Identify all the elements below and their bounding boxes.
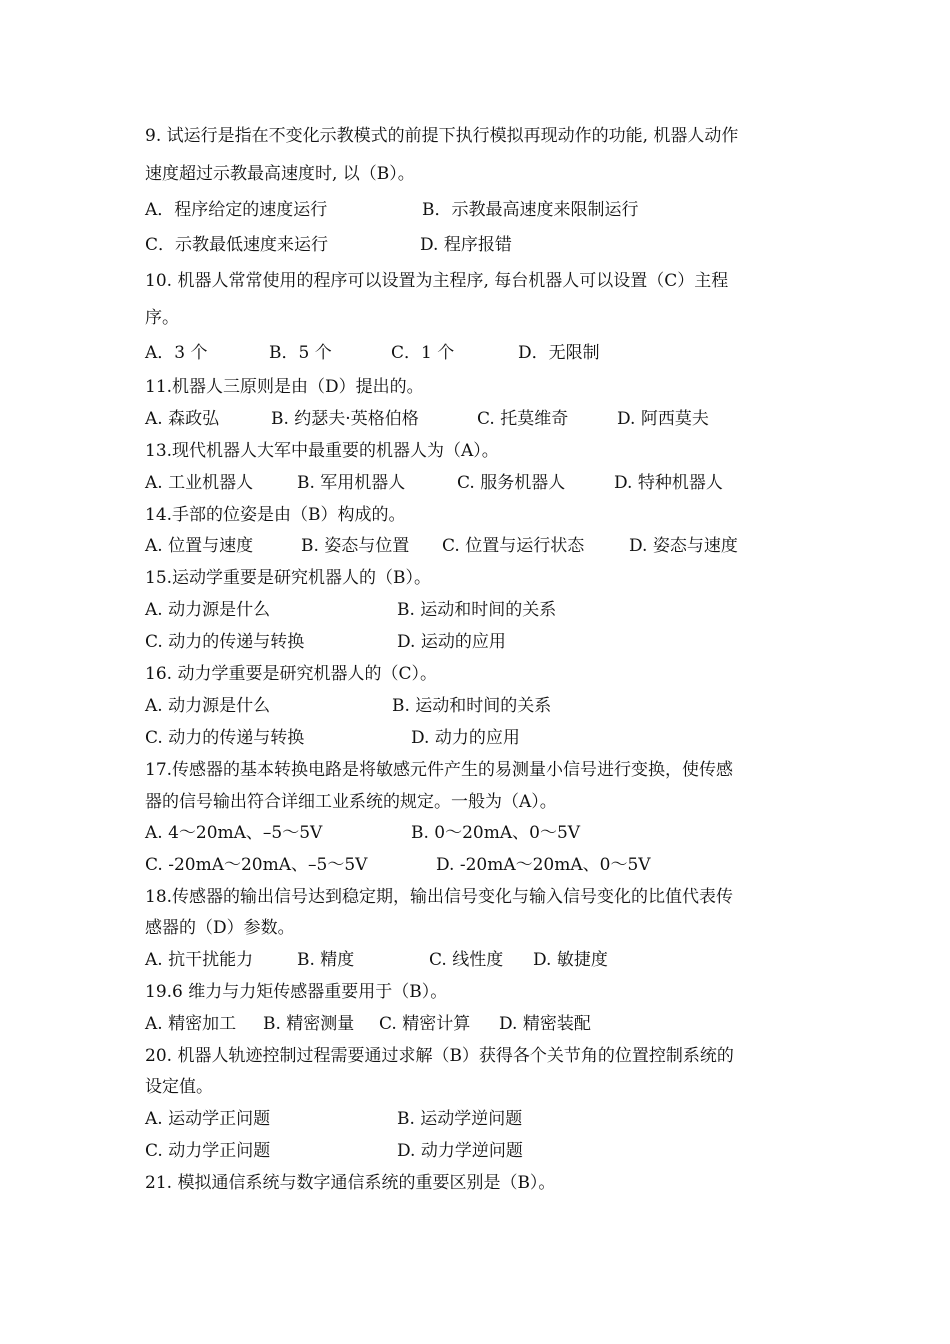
question-line: 11.机器人三原则是由（D）提出的。 xyxy=(145,377,424,397)
question-line: 21. 模拟通信系统与数字通信系统的重要区别是（B）。 xyxy=(145,1173,556,1193)
option: D．无限制 xyxy=(518,343,600,363)
option: A．程序给定的速度运行 xyxy=(145,200,328,220)
option: A. 位置与速度 xyxy=(145,536,254,556)
question-line: 速度超过示教最高速度时, 以（B）。 xyxy=(145,164,415,184)
option: D. 动力学逆问题 xyxy=(397,1141,523,1161)
option: A. 森政弘 xyxy=(145,409,220,429)
option: C. 服务机器人 xyxy=(457,473,566,493)
option: B. 运动和时间的关系 xyxy=(397,600,557,620)
option: B. 精度 xyxy=(297,950,355,970)
question-line: 13.现代机器人大军中最重要的机器人为（A）。 xyxy=(145,441,499,461)
option: A. 动力源是什么 xyxy=(145,696,271,716)
option: D. -20mA～20mA、0～5V xyxy=(436,855,651,875)
option: C. -20mA～20mA、–5～5V xyxy=(145,855,368,875)
question-line: 17.传感器的基本转换电路是将敏感元件产生的易测量小信号进行变换，使传感 xyxy=(145,760,734,780)
option: C. 线性度 xyxy=(429,950,504,970)
question-line: 9. 试运行是指在不变化示教模式的前提下执行模拟再现动作的功能, 机器人动作 xyxy=(145,126,739,146)
question-line: 10. 机器人常常使用的程序可以设置为主程序, 每台机器人可以设置（C）主程 xyxy=(145,271,729,291)
option: B. 精密测量 xyxy=(263,1014,355,1034)
option: A．3 个 xyxy=(145,343,208,363)
option: B. 运动学逆问题 xyxy=(397,1109,523,1129)
option: B. 0～20mA、0～5V xyxy=(411,823,581,843)
option: C. 位置与运行状态 xyxy=(442,536,585,556)
option: C．示教最低速度来运行 xyxy=(145,235,329,255)
option: A. 动力源是什么 xyxy=(145,600,271,620)
option: B. 姿态与位置 xyxy=(301,536,410,556)
option: C. 精密计算 xyxy=(379,1014,471,1034)
option: A. 4～20mA、–5～5V xyxy=(145,823,323,843)
question-line: 19.6 维力与力矩传感器重要用于（B）。 xyxy=(145,982,448,1002)
question-line: 18.传感器的输出信号达到稳定期，输出信号变化与输入信号变化的比值代表传 xyxy=(145,887,734,907)
option: D. 阿西莫夫 xyxy=(617,409,709,429)
question-line: 器的信号输出符合详细工业系统的规定。一般为（A）。 xyxy=(145,792,557,812)
option: A. 抗干扰能力 xyxy=(145,950,254,970)
question-line: 14.手部的位姿是由（B）构成的。 xyxy=(145,505,406,525)
option: C．1 个 xyxy=(391,343,455,363)
option: D. 程序报错 xyxy=(420,235,512,255)
option: A. 精密加工 xyxy=(145,1014,237,1034)
option: D. 运动的应用 xyxy=(397,632,506,652)
option: B. 约瑟夫·英格伯格 xyxy=(271,409,419,429)
question-line: 序。 xyxy=(145,308,179,328)
option: D. 特种机器人 xyxy=(614,473,723,493)
option: C. 动力学正问题 xyxy=(145,1141,271,1161)
option: D. 姿态与速度 xyxy=(629,536,738,556)
option: B．5 个 xyxy=(269,343,332,363)
option: A. 工业机器人 xyxy=(145,473,254,493)
option: D. 动力的应用 xyxy=(411,728,520,748)
option: C. 托莫维奇 xyxy=(477,409,569,429)
option: B. 军用机器人 xyxy=(297,473,406,493)
question-line: 15.运动学重要是研究机器人的（B）。 xyxy=(145,568,432,588)
question-line: 设定值。 xyxy=(145,1077,213,1097)
option: D. 精密装配 xyxy=(499,1014,591,1034)
question-line: 20. 机器人轨迹控制过程需要通过求解（B）获得各个关节角的位置控制系统的 xyxy=(145,1046,734,1066)
option: A. 运动学正问题 xyxy=(145,1109,271,1129)
option: C. 动力的传递与转换 xyxy=(145,632,305,652)
question-line: 16. 动力学重要是研究机器人的（C）。 xyxy=(145,664,437,684)
question-line: 感器的（D）参数。 xyxy=(145,918,295,938)
option: B. 运动和时间的关系 xyxy=(392,696,552,716)
option: D. 敏捷度 xyxy=(533,950,608,970)
option: B．示教最高速度来限制运行 xyxy=(422,200,639,220)
option: C. 动力的传递与转换 xyxy=(145,728,305,748)
